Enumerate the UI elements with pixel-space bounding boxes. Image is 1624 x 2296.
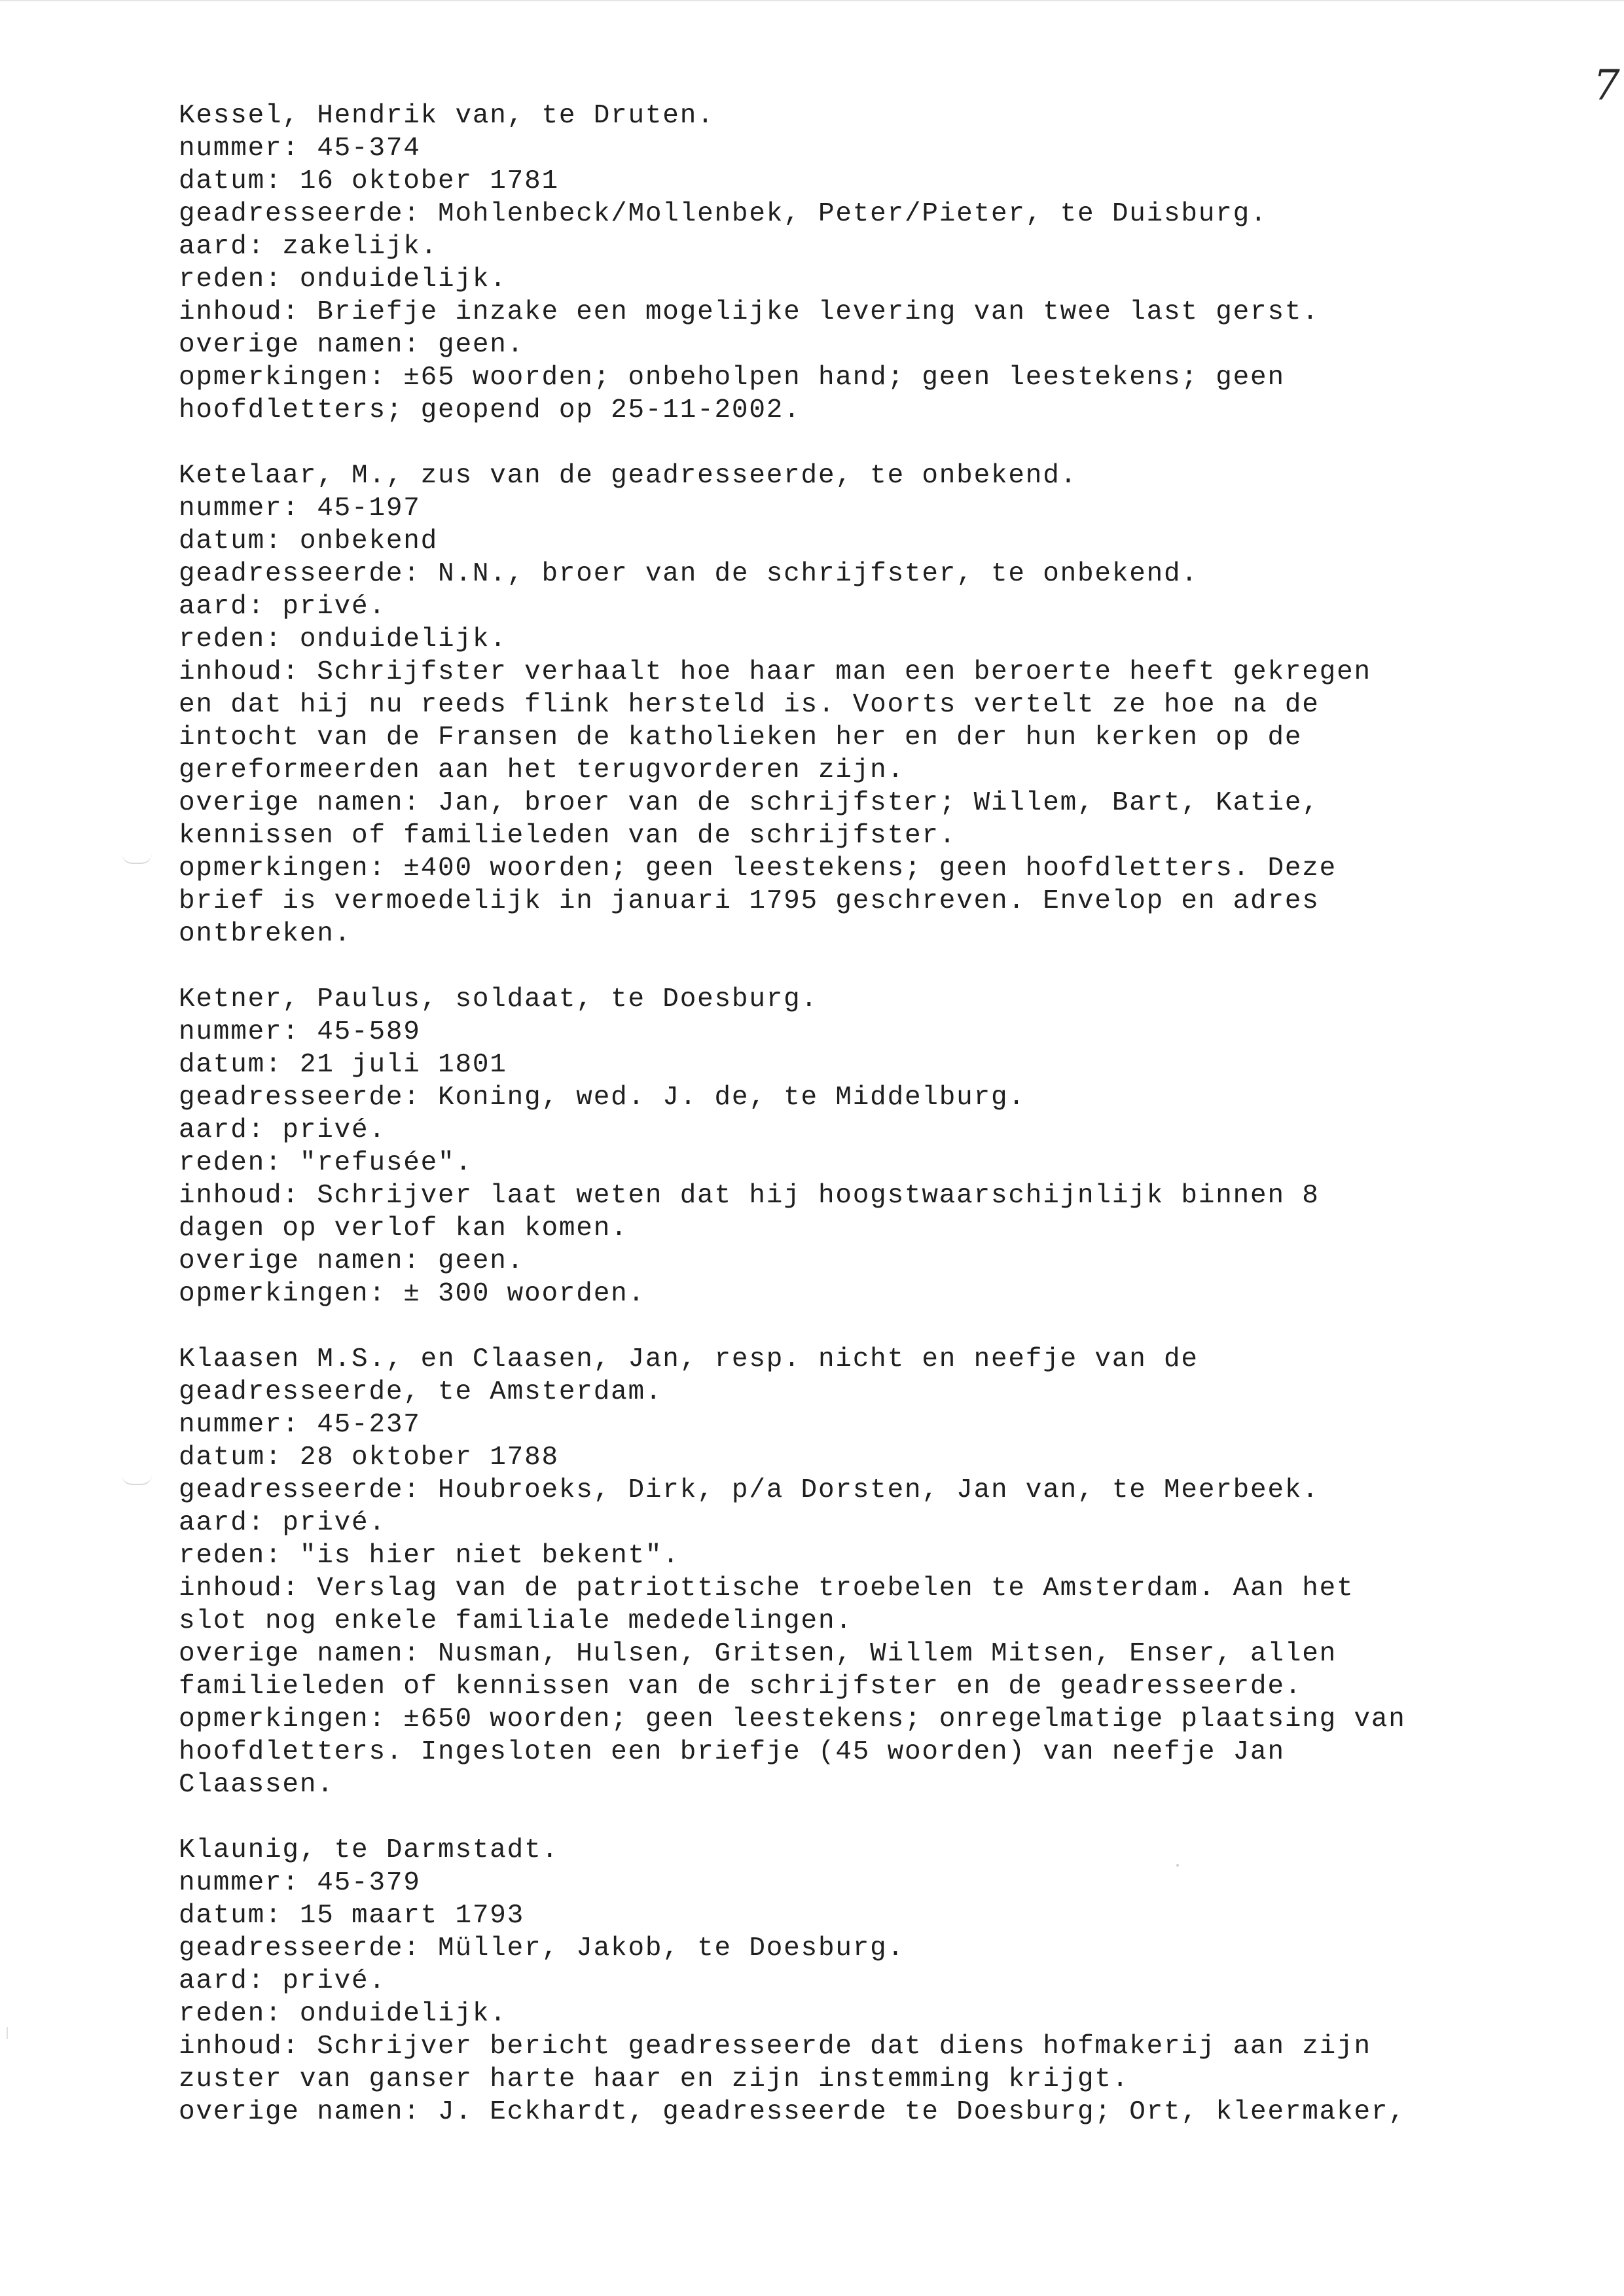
entry-heading: Klaasen M.S., en Claasen, Jan, resp. nicht en neefje van de	[179, 1344, 1199, 1374]
entry-kind: aard: privé.	[179, 1115, 386, 1145]
entry-number: nummer: 45-374	[179, 134, 421, 164]
entry-number: nummer: 45-197	[179, 493, 421, 524]
entry-date: datum: onbekend	[179, 526, 439, 556]
entry-content-continued: slot nog enkele familiale mededelingen.	[179, 1606, 853, 1636]
entry-remarks-continued: hoofdletters. Ingesloten een briefje (45 woorden) van neefje Jan	[179, 1737, 1285, 1767]
entry-content: inhoud: Verslag van de patriottische troebelen te Amsterdam. Aan het	[179, 1573, 1354, 1604]
entry-content-continued: dagen op verlof kan komen.	[179, 1213, 628, 1244]
entry-content-continued: zuster van ganser harte haar en zijn instemming krijgt.	[179, 2064, 1130, 2094]
entry-other-names: overige namen: geen.	[179, 1246, 525, 1276]
entry-date: datum: 16 oktober 1781	[179, 166, 559, 196]
entry-other-names: overige namen: Jan, broer van de schrijfster; Willem, Bart, Katie,	[179, 788, 1320, 818]
catalogue-entries	[179, 99, 1488, 2161]
catalogue-entry	[179, 99, 1488, 427]
entry-remarks: opmerkingen: ±400 woorden; geen leestekens; geen hoofdletters. Deze	[179, 853, 1337, 884]
entry-number: nummer: 45-379	[179, 1868, 421, 1898]
entry-reason: reden: onduidelijk.	[179, 264, 507, 295]
entry-content: inhoud: Schrijver bericht geadresseerde dat diens hofmakerij aan zijn	[179, 2032, 1371, 2062]
entry-kind: aard: privé.	[179, 1966, 386, 1996]
entry-heading-continued: geadresseerde, te Amsterdam.	[179, 1377, 663, 1407]
entry-addressee: geadresseerde: Müller, Jakob, te Doesburg.	[179, 1933, 905, 1964]
page-number: 7	[1593, 62, 1620, 110]
entry-other-names: overige namen: geen.	[179, 330, 525, 360]
entry-heading: Klaunig, te Darmstadt.	[179, 1835, 559, 1865]
entry-content-continued: intocht van de Fransen de katholieken her en der hun kerken op de	[179, 723, 1303, 753]
entry-remarks-continued: hoofdletters; geopend op 25-11-2002.	[179, 395, 801, 425]
entry-reason: reden: onduidelijk.	[179, 1999, 507, 2029]
catalogue-entry	[179, 459, 1488, 950]
entry-content-continued: en dat hij nu reeds flink hersteld is. Voorts vertelt ze hoe na de	[179, 690, 1320, 720]
catalogue-entry	[179, 1343, 1488, 1801]
entry-content-continued: gereformeerden aan het terugvorderen zijn.	[179, 755, 905, 785]
entry-other-names: overige namen: J. Eckhardt, geadresseerde te Doesburg; Ort, kleermaker,	[179, 2097, 1406, 2127]
entry-reason: reden: onduidelijk.	[179, 624, 507, 655]
entry-date: datum: 15 maart 1793	[179, 1901, 525, 1931]
entry-remarks-continued: Claassen.	[179, 1770, 334, 1800]
entry-addressee: geadresseerde: Mohlenbeck/Mollenbek, Peter/Pieter, te Duisburg.	[179, 199, 1268, 229]
catalogue-entry	[179, 983, 1488, 1310]
entry-heading: Ketelaar, M., zus van de geadresseerde, te onbekend.	[179, 461, 1078, 491]
entry-addressee: geadresseerde: Houbroeks, Dirk, p/a Dorsten, Jan van, te Meerbeek.	[179, 1475, 1320, 1505]
entry-reason: reden: "is hier niet bekent".	[179, 1541, 680, 1571]
scan-artifact	[122, 1475, 152, 1485]
entry-remarks: opmerkingen: ±65 woorden; onbeholpen hand; geen leestekens; geen	[179, 363, 1285, 393]
entry-number: nummer: 45-589	[179, 1017, 421, 1047]
scan-artifact	[7, 2027, 8, 2039]
entry-remarks-continued: ontbreken.	[179, 919, 352, 949]
entry-date: datum: 21 juli 1801	[179, 1050, 507, 1080]
entry-addressee: geadresseerde: N.N., broer van de schrijfster, te onbekend.	[179, 559, 1199, 589]
entry-other-names-continued: kennissen of familieleden van de schrijfster.	[179, 821, 957, 851]
entry-content: inhoud: Schrijfster verhaalt hoe haar man een beroerte heeft gekregen	[179, 657, 1371, 687]
entry-content: inhoud: Briefje inzake een mogelijke levering van twee last gerst.	[179, 297, 1320, 327]
entry-number: nummer: 45-237	[179, 1410, 421, 1440]
scan-artifact	[122, 853, 152, 864]
entry-heading: Kessel, Hendrik van, te Druten.	[179, 101, 715, 131]
entry-other-names-continued: familieleden of kennissen van de schrijfster en de geadresseerde.	[179, 1672, 1303, 1702]
entry-remarks-continued: brief is vermoedelijk in januari 1795 geschreven. Envelop en adres	[179, 886, 1320, 916]
entry-date: datum: 28 oktober 1788	[179, 1443, 559, 1473]
entry-other-names: overige namen: Nusman, Hulsen, Gritsen, Willem Mitsen, Enser, allen	[179, 1639, 1337, 1669]
entry-addressee: geadresseerde: Koning, wed. J. de, te Middelburg.	[179, 1083, 1026, 1113]
entry-kind: aard: privé.	[179, 1508, 386, 1538]
entry-kind: aard: privé.	[179, 592, 386, 622]
entry-remarks: opmerkingen: ± 300 woorden.	[179, 1279, 645, 1309]
entry-remarks: opmerkingen: ±650 woorden; geen leestekens; onregelmatige plaatsing van	[179, 1704, 1406, 1734]
entry-reason: reden: "refusée".	[179, 1148, 473, 1178]
entry-heading: Ketner, Paulus, soldaat, te Doesburg.	[179, 984, 818, 1014]
catalogue-entry	[179, 1834, 1488, 2128]
entry-kind: aard: zakelijk.	[179, 232, 439, 262]
entry-content: inhoud: Schrijver laat weten dat hij hoogstwaarschijnlijk binnen 8	[179, 1181, 1320, 1211]
